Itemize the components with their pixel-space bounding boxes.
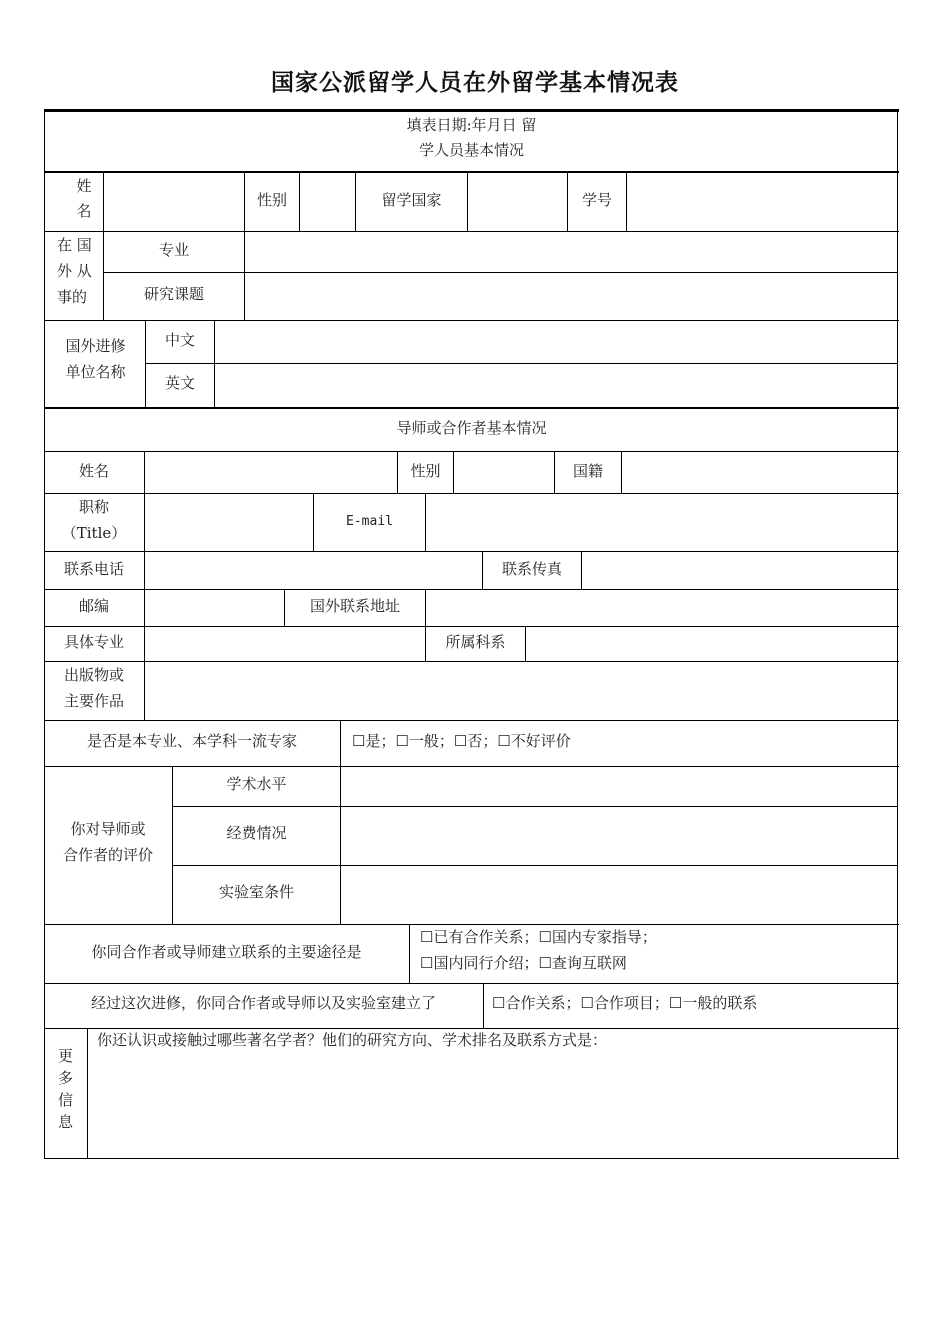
nationality-label: 国籍 — [572, 462, 603, 480]
evaluation-label: 你对导师或 合作者的评价 — [62, 820, 153, 864]
student-id-label: 学号 — [581, 191, 612, 209]
publications-field[interactable] — [145, 662, 897, 720]
research-topic-label: 研究课题 — [143, 285, 204, 303]
fax-label: 联系传真 — [501, 560, 562, 578]
unit-name-chinese-field[interactable] — [215, 321, 897, 363]
study-country-field[interactable] — [468, 173, 567, 231]
zip-field[interactable] — [145, 590, 284, 626]
job-title-field[interactable] — [145, 494, 313, 551]
table-right-border — [897, 109, 898, 1159]
section-title-supervisor: 导师或合作者基本情况 — [396, 419, 547, 437]
major-field[interactable] — [245, 232, 897, 272]
unit-name-english-field[interactable] — [215, 364, 897, 407]
relationship-question: 经过这次进修，你同合作者或导师以及实验室建立了 — [90, 994, 436, 1012]
specialty-field[interactable] — [145, 627, 425, 661]
major-label: 专业 — [158, 241, 189, 259]
nationality-field[interactable] — [622, 452, 897, 493]
address-label: 国外联系地址 — [309, 597, 400, 615]
fax-field[interactable] — [582, 552, 897, 589]
department-field[interactable] — [526, 627, 897, 661]
contact-route-question: 你同合作者或导师建立联系的主要途径是 — [91, 943, 362, 961]
job-title-label: 职称 （Title） — [61, 498, 127, 542]
address-field[interactable] — [426, 590, 897, 626]
student-id-field[interactable] — [627, 173, 897, 231]
section-title-student: 学人员基本情况 — [418, 141, 524, 159]
academic-level-field[interactable] — [341, 767, 897, 806]
research-topic-field[interactable] — [245, 273, 897, 320]
supervisor-name-field[interactable] — [145, 452, 397, 493]
department-label: 所属科系 — [445, 633, 506, 651]
email-label: E-mail — [346, 514, 393, 529]
table-top-border — [44, 109, 899, 112]
funding-field[interactable] — [341, 807, 897, 865]
name-label: 姓 名 — [76, 177, 92, 220]
phone-label: 联系电话 — [63, 560, 124, 578]
row-divider — [44, 407, 899, 409]
contact-route-options-2[interactable]: ☐国内同行介绍；☐查询互联网 — [420, 954, 627, 972]
chinese-label: 中文 — [164, 331, 195, 349]
gender-label: 性别 — [256, 191, 287, 209]
expert-question-label: 是否是本专业、本学科一流专家 — [86, 732, 297, 750]
supervisor-gender-label: 性别 — [410, 462, 441, 480]
student-gender-field[interactable] — [300, 173, 355, 231]
fill-date-label: 填表日期:年月日 留 — [406, 116, 537, 134]
row-divider — [44, 720, 899, 721]
funding-label: 经费情况 — [226, 824, 287, 842]
expert-options[interactable]: ☐是；☐一般；☐否；☐不好评价 — [352, 732, 571, 750]
zip-label: 邮编 — [78, 597, 109, 615]
email-field[interactable] — [426, 494, 897, 551]
lab-conditions-label: 实验室条件 — [218, 883, 294, 901]
phone-field[interactable] — [145, 552, 482, 589]
lab-conditions-field[interactable] — [341, 866, 897, 924]
row-divider — [44, 983, 899, 984]
student-name-field[interactable] — [104, 173, 244, 231]
more-info-field[interactable] — [88, 1055, 897, 1158]
more-info-label: 更 多 信 息 — [57, 1047, 73, 1131]
publications-label: 出版物或 主要作品 — [63, 666, 124, 710]
academic-level-label: 学术水平 — [226, 775, 287, 793]
specialty-label: 具体专业 — [63, 633, 124, 651]
more-info-question: 你还认识或接触过哪些著名学者？他们的研究方向、学术排名及联系方式是： — [97, 1031, 608, 1049]
contact-route-options-1[interactable]: ☐已有合作关系；☐国内专家指导； — [420, 928, 657, 946]
supervisor-gender-field[interactable] — [454, 452, 554, 493]
col-divider — [409, 924, 410, 983]
unit-name-label: 国外进修 单位名称 — [65, 337, 126, 381]
english-label: 英文 — [164, 374, 195, 392]
table-bottom-border — [44, 1158, 899, 1159]
col-divider — [483, 983, 484, 1028]
country-label: 留学国家 — [381, 191, 442, 209]
relationship-options[interactable]: ☐合作关系；☐合作项目；☐一般的联系 — [492, 994, 758, 1012]
page-title: 国家公派留学人员在外留学基本情况表 — [271, 70, 679, 96]
overseas-work-label: 在 国 外 从 事的 — [57, 236, 92, 306]
supervisor-name-label: 姓名 — [78, 462, 109, 480]
